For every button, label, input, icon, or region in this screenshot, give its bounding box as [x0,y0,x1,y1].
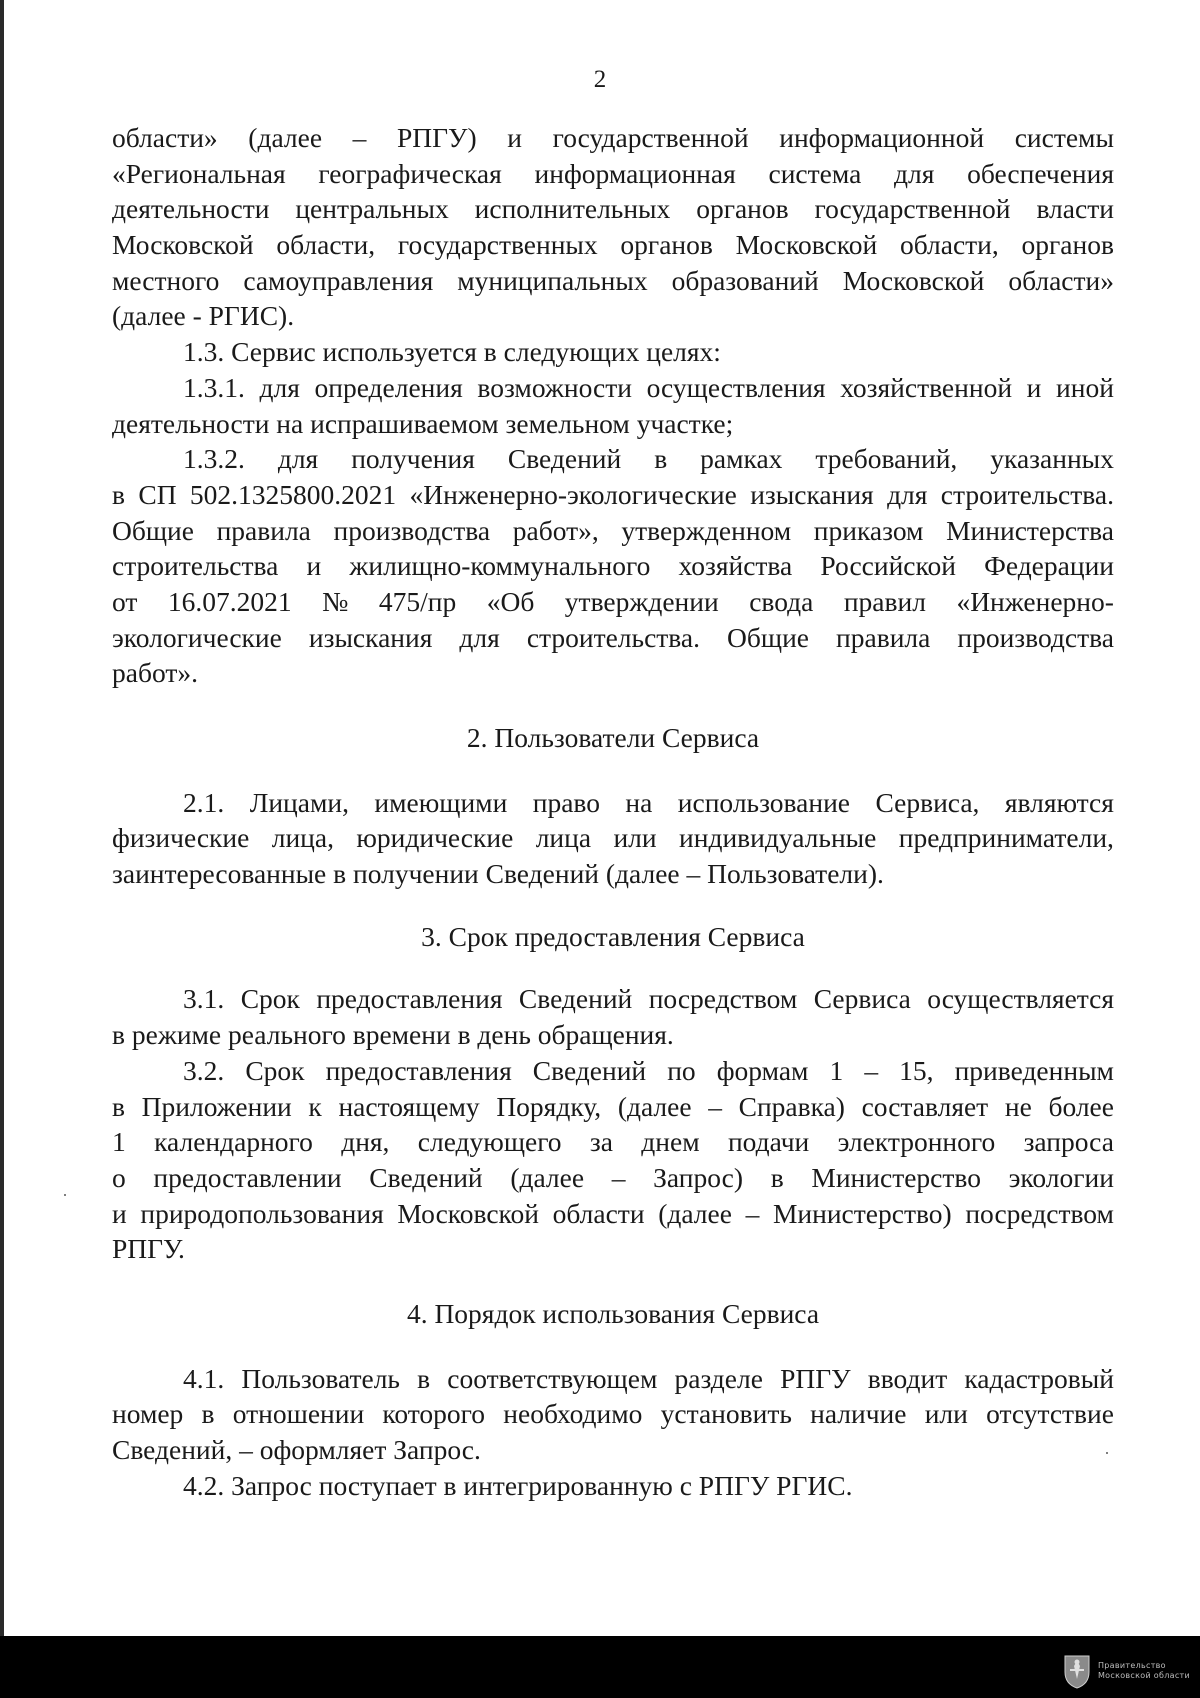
word: исполнительных [474,193,671,225]
text-line [112,1396,1114,1432]
word: Справка) [738,1090,845,1122]
word: рамках [700,443,783,475]
word: Министерство [811,1161,981,1193]
scan-speck [1106,1452,1108,1454]
word: 502.1325800.2021 [189,478,397,510]
word: РПГУ [780,1362,851,1394]
text-line: деятельности на испрашиваемом земельном участке; [112,407,734,439]
word: приведенным [954,1054,1114,1086]
word: правила [216,514,311,546]
text-line: Сведений, – оформляет Запрос. [112,1434,481,1465]
word: «Инженерно-экологические [409,478,737,510]
word: строительства. [940,478,1114,510]
word: составляет [861,1090,989,1122]
word: 15, [899,1054,934,1086]
word: наличие [810,1398,907,1430]
word: обеспечения [967,157,1114,189]
word: Московской [842,264,985,296]
text-line: (далее - РГИС). [112,300,295,332]
footer-bar [0,1636,1200,1698]
text-line [112,981,1114,1017]
section-spacer [112,756,1114,785]
word: отсутствие [986,1398,1114,1430]
text-line [112,785,1114,821]
word: посредством [648,983,798,1015]
page-number: 2 [593,66,607,93]
word: необходимо [503,1398,643,1430]
word: разделе [674,1362,763,1394]
word: электронного [837,1126,996,1158]
word: Общие [727,621,809,653]
word: иной [1056,371,1114,403]
word: государственных [397,229,598,261]
word: на [625,786,653,818]
word: производства [333,514,491,546]
word: для [277,443,319,475]
word: система [768,157,862,189]
word: указанных [990,443,1114,475]
word: являются [1004,786,1114,818]
text-line [112,1089,1114,1125]
text-line [112,263,1114,299]
word: для [887,478,928,510]
word: Пользователь [241,1362,400,1394]
word: в [112,478,125,510]
word: номер [112,1398,184,1430]
word: СП [138,478,177,510]
word: о [112,1161,126,1193]
word: производства [957,621,1114,653]
word: физические [112,822,250,854]
word: жилищно-коммунального [349,550,651,582]
word: юридические [356,822,514,854]
word: днем [641,1126,700,1158]
scan-speck [64,1194,66,1196]
word: соответствующем [447,1362,658,1394]
word: изыскания [308,621,433,653]
word: в [201,1398,215,1430]
word: за [589,1126,613,1158]
paragraph [112,1053,1114,1267]
word: 3.2. [183,1054,225,1086]
word: правила [836,621,931,653]
paragraph [112,1468,1114,1504]
word: области, [899,229,999,261]
word: лица, [271,822,334,854]
word: (далее [510,1161,585,1193]
word: области» [1008,264,1114,296]
word: предоставления [316,983,503,1015]
word: в [417,1362,431,1394]
word: центральных [295,193,449,225]
word: – [745,1197,760,1229]
paragraph [112,120,1114,334]
word: – [864,1054,879,1086]
word: Сервиса, [875,786,980,818]
word: Порядку, [496,1090,602,1122]
text-line [112,1196,1114,1232]
word: получения [351,443,475,475]
text-line [112,584,1114,620]
word: 1.3.1. [183,371,245,403]
word: Московской [735,229,878,261]
text-line [112,620,1114,656]
word: 1 [112,1126,126,1158]
word: осуществляется [927,983,1114,1015]
text-line [112,156,1114,192]
text-line [112,548,1114,584]
word: право [532,786,600,818]
word: и [306,550,322,582]
word: подачи [727,1126,810,1158]
scan-left-edge [0,0,4,1636]
word: области [552,1197,645,1229]
word: системы [1014,122,1114,153]
word: свода [749,585,814,617]
word: «Об [486,585,535,617]
text-line: заинтересованные в получении Сведений (далее – Пользователи). [112,858,884,890]
word: более [1048,1090,1114,1122]
text-line [112,227,1114,263]
word: определения [314,371,463,403]
word: самоуправления [243,264,434,296]
section-spacer [112,1267,1114,1296]
word: информационная [534,157,736,189]
text-line [112,370,1114,406]
section-heading: 4. Порядок использования Сервиса [406,1297,820,1329]
word: – [352,122,367,153]
word: строительства. [526,621,701,653]
text-line [112,1160,1114,1196]
word: Лицами, [249,786,349,818]
word: дня, [341,1126,390,1158]
word: 2.1. [183,786,225,818]
word: в [654,443,668,475]
paragraph [112,785,1114,892]
word: государственной [814,193,1011,225]
word: которого [382,1398,486,1430]
word: не [1004,1090,1032,1122]
word: Срок [240,983,300,1015]
word: и [112,1197,127,1229]
word: календарного [154,1126,313,1158]
word: 1.3.2. [183,443,245,475]
word: в [770,1161,784,1193]
word: Сведений [507,443,622,475]
word: экологии [1008,1161,1114,1193]
text-line [112,1053,1114,1089]
word: органов [696,193,789,225]
footer-logo [1062,1652,1190,1690]
word: – [708,1090,722,1122]
text-line [112,441,1114,477]
word: (далее [658,1197,732,1229]
footer-logo-line2: Московской области [1097,1671,1190,1680]
text-line [112,191,1114,227]
word: 16.07.2021 [167,585,292,617]
word: для [259,371,300,403]
word: № [322,585,349,617]
word: утверждении [564,585,719,617]
word: 3.1. [183,983,225,1015]
word: 475/пр [378,585,457,617]
word: образований [671,264,819,296]
word: запроса [1023,1126,1114,1158]
section-heading: 2. Пользователи Сервиса [466,722,760,753]
word: хозяйственной [840,371,1013,403]
word: хозяйства [678,550,793,582]
word: Запрос) [653,1161,744,1193]
word: осуществления [646,371,826,403]
paragraph [112,441,1114,691]
word: формам [716,1054,809,1086]
document-body [112,120,1114,1503]
section-spacer [112,954,1114,981]
word: Сведений [369,1161,483,1193]
word: приказом [813,514,924,546]
word: в [112,1090,125,1122]
word: области, [276,229,376,261]
word: Общие [112,514,194,546]
word: работ», [512,514,599,546]
word: или [924,1398,968,1430]
word: природопользования [140,1197,384,1229]
word: органов [620,229,713,261]
word: Сведений [518,983,633,1015]
word: следующего [417,1126,562,1158]
section-spacer [112,691,1114,720]
word: Московской [112,229,254,261]
word: настоящему [338,1090,480,1122]
text-line [112,120,1114,156]
word: 1 [829,1054,844,1086]
word: лица [535,822,592,854]
word: для [894,157,935,189]
word: предоставлении [153,1161,342,1193]
word: власти [1036,193,1114,225]
word: правил [843,585,926,617]
paragraph [112,370,1114,441]
word: Московской [397,1197,539,1229]
section-spacer [112,1332,1114,1361]
word: установить [660,1398,792,1430]
section-heading: 3. Срок предоставления Сервиса [421,920,805,952]
word: строительства [112,550,279,582]
word: Российской [820,550,956,582]
word: кадастровый [964,1362,1114,1394]
text-line: работ». [112,657,198,689]
word: вводит [867,1362,948,1394]
word: органов [1021,229,1114,261]
paragraph [112,1361,1114,1468]
word: посредством [965,1197,1114,1229]
word: государственной [552,122,749,153]
text-line [112,513,1114,549]
word: предоставления [325,1054,512,1086]
footer-logo-text [1098,1661,1190,1681]
word: утвержденном [621,514,792,546]
word: (далее [248,122,323,153]
text-line: 4.2. Запрос поступает в интегрированную с РПГУ РГИС. [183,1469,853,1501]
word: муниципальных [457,264,648,296]
word: имеющими [374,786,508,818]
word: географическая [318,157,502,189]
footer-logo-line1: Правительство [1097,1661,1166,1670]
word: (далее [617,1090,692,1122]
word: Сведений [532,1054,647,1086]
word: использование [677,786,851,818]
word: «Региональная [112,157,286,189]
text-line: 1.3. Сервис используется в следующих целях: [183,336,721,368]
coat-of-arms-icon [1062,1652,1092,1690]
word: изыскания [750,478,874,510]
word: Сервиса [813,983,911,1015]
word: индивидуальные [679,822,877,854]
word: Срок [245,1054,305,1086]
word: деятельности [112,193,270,225]
paragraph [112,334,1114,370]
word: Министерство) [772,1197,952,1229]
word: области» [112,122,218,153]
word: по [667,1054,696,1086]
word: отношении [232,1398,365,1430]
word: к [308,1090,322,1122]
word: от [112,585,138,617]
word: информационной [779,122,985,153]
word: «Инженерно- [956,585,1114,617]
word: и [507,122,523,153]
word: требований, [815,443,958,475]
word: экологические [112,621,282,653]
text-line: РПГУ. [112,1233,185,1265]
text-line [112,820,1114,856]
word: 4.1. [183,1362,225,1394]
text-line: в режиме реального времени в день обращения. [112,1019,674,1051]
word: Министерства [946,514,1114,546]
word: для [459,621,500,653]
section-spacer [112,892,1114,919]
paragraph [112,981,1114,1052]
word: – [611,1161,626,1193]
word: РПГУ) [397,122,477,153]
word: предприниматели, [898,822,1114,854]
word: Федерации [984,550,1114,582]
text-line [112,477,1114,513]
text-line [112,1361,1114,1397]
word: возможности [477,371,632,403]
word: и [1026,371,1042,403]
word: или [613,822,657,854]
word: местного [112,264,220,296]
word: Приложении [141,1090,292,1122]
text-line [112,1124,1114,1160]
